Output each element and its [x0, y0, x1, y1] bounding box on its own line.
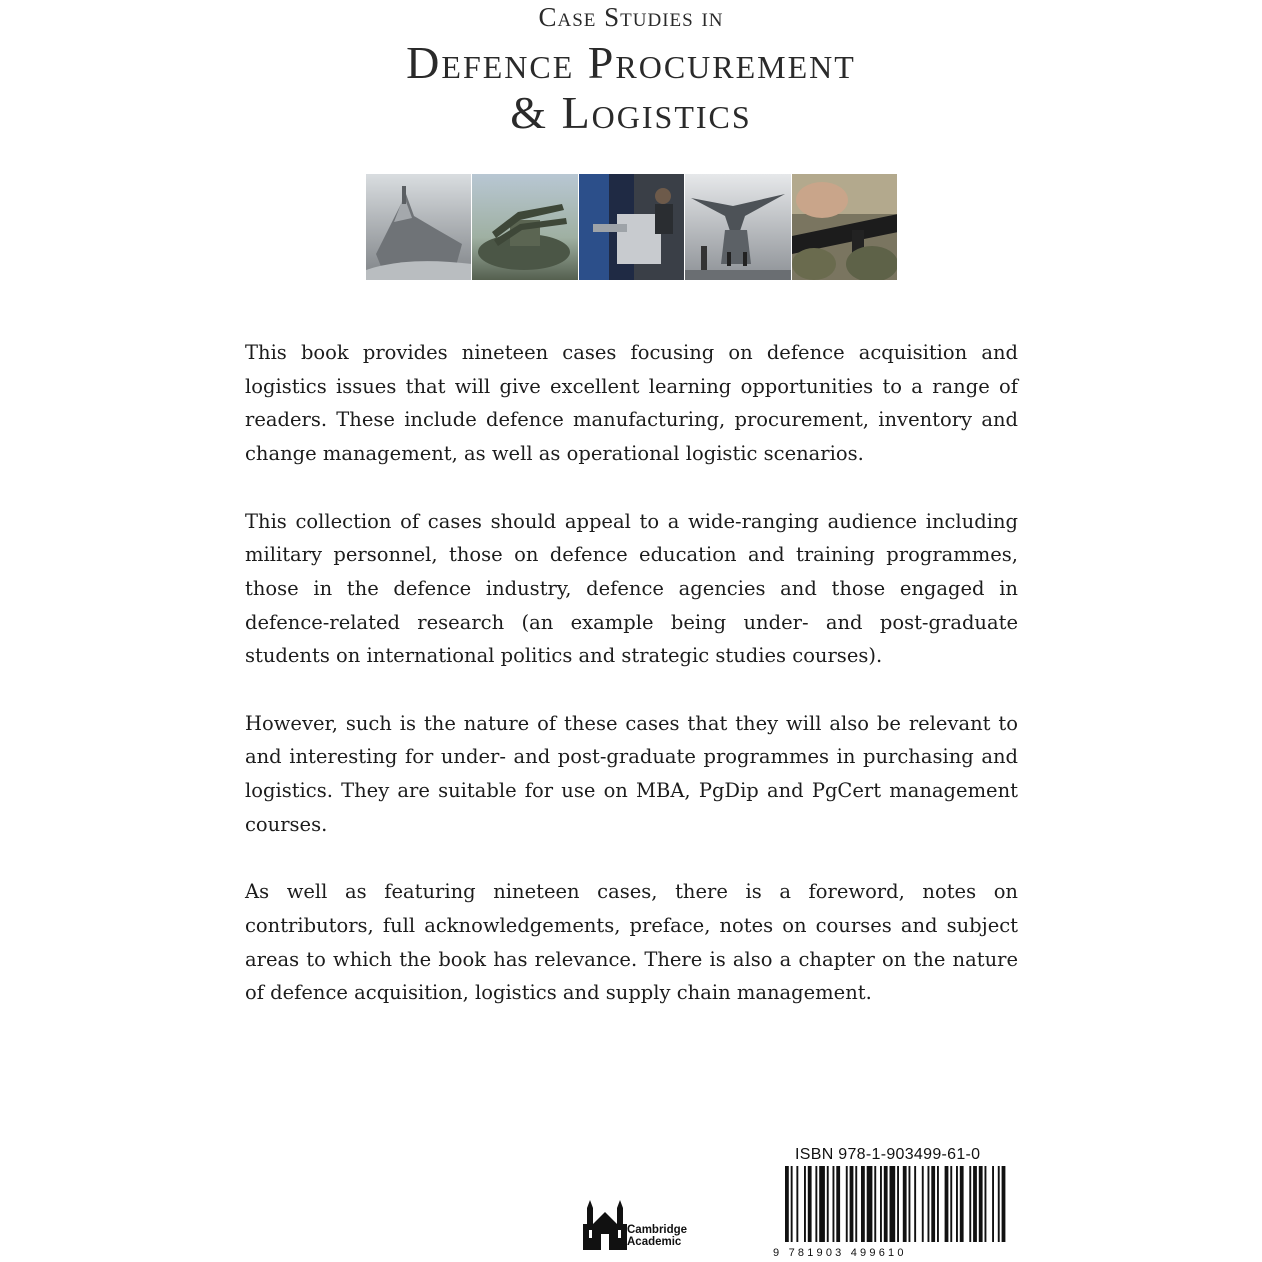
- barcode-bar: [890, 1166, 896, 1242]
- isbn-label: ISBN 978-1-903499-61-0: [795, 1146, 981, 1163]
- harrier-jet-photo: [685, 174, 790, 280]
- barcode-bar: [827, 1166, 829, 1242]
- barcode-bar: [867, 1166, 873, 1242]
- barcode-bar: [998, 1166, 1000, 1242]
- barcode-bar: [808, 1166, 812, 1242]
- barcode-bar: [846, 1166, 848, 1242]
- rifle-soldier-photo: [792, 174, 897, 280]
- barcode-bar: [931, 1166, 935, 1242]
- barcode-bar: [861, 1166, 865, 1242]
- barcode-bar: [850, 1166, 854, 1242]
- publisher-name-line1: Cambridge: [627, 1224, 688, 1236]
- barcode-bar: [880, 1166, 882, 1242]
- title-line-2: Defence Procurement: [406, 37, 856, 88]
- barcode-bar: [973, 1166, 977, 1242]
- barcode-digits: 9 781903 499610: [773, 1247, 907, 1258]
- publisher-name: [627, 1224, 687, 1248]
- missile-launcher-photo: [472, 174, 577, 280]
- barcode-bar: [922, 1166, 924, 1242]
- barcode-bar: [791, 1166, 793, 1242]
- barcode: [769, 1166, 1009, 1258]
- barcode-bar: [928, 1166, 930, 1242]
- title-line-3: & Logistics: [510, 87, 752, 138]
- barcode-bar: [914, 1166, 916, 1242]
- barcode-bar: [836, 1166, 840, 1242]
- naval-gun-photo: [579, 174, 684, 280]
- barcode-bar: [855, 1166, 857, 1242]
- blurb-paragraph-3: However, such is the nature of these cases that they will also be relevant to and interesting for under- and post-graduate programmes in purchasing and logistics. They are suitable for use on MBA, PgDip and PgCert management courses.: [245, 711, 1018, 836]
- barcode-bar: [833, 1166, 835, 1242]
- publisher-name-line2: Academic: [627, 1236, 682, 1248]
- blurb-paragraph-4: As well as featuring nineteen cases, there is a foreword, notes on contributors, full acknowledgements, preface, notes on courses and subject areas to which the book has relevance. There is also a chapter on the nature of defence acquisition, logistics and supply chain management.: [245, 880, 1018, 1005]
- barcode-bar: [1002, 1166, 1006, 1242]
- barcode-bar: [903, 1166, 907, 1242]
- barcode-bar: [956, 1166, 958, 1242]
- barcode-bar: [804, 1166, 806, 1242]
- barcode-bar: [950, 1166, 952, 1242]
- barcode-bar: [874, 1166, 876, 1242]
- title-line-1: Case Studies in: [538, 2, 724, 32]
- photo-strip: [366, 174, 897, 280]
- barcode-bar: [897, 1166, 899, 1242]
- barcode-bar: [796, 1166, 798, 1242]
- barcode-bar: [937, 1166, 939, 1242]
- warship-photo: [366, 174, 471, 280]
- barcode-bar: [785, 1166, 789, 1242]
- barcode-bar: [969, 1166, 971, 1242]
- barcode-bar: [819, 1166, 825, 1242]
- barcode-bar: [945, 1166, 949, 1242]
- college-building-icon: [583, 1200, 627, 1250]
- barcode-bar: [815, 1166, 817, 1242]
- barcode-bar: [992, 1166, 994, 1242]
- blurb-paragraph-2: This collection of cases should appeal to a wide-ranging audience including military personnel, those on defence education and training programmes, those in the defence industry, defence agencies and those engaged in defence-related research (an example being under- and post-graduate students on international politics and strategic studies courses).: [245, 509, 1018, 668]
- barcode-bar: [985, 1166, 987, 1242]
- barcode-bar: [884, 1166, 888, 1242]
- blurb-paragraph-1: This book provides nineteen cases focusing on defence acquisition and logistics issues that will give excellent learning opportunities to a range of readers. These include defence manufacturing, procurement, inventory and change management, as well as operational logistic scenarios.: [245, 341, 1018, 466]
- barcode-bar: [909, 1166, 911, 1242]
- blurb: [245, 336, 1018, 1044]
- barcode-bar: [960, 1166, 964, 1242]
- barcode-bar: [979, 1166, 983, 1242]
